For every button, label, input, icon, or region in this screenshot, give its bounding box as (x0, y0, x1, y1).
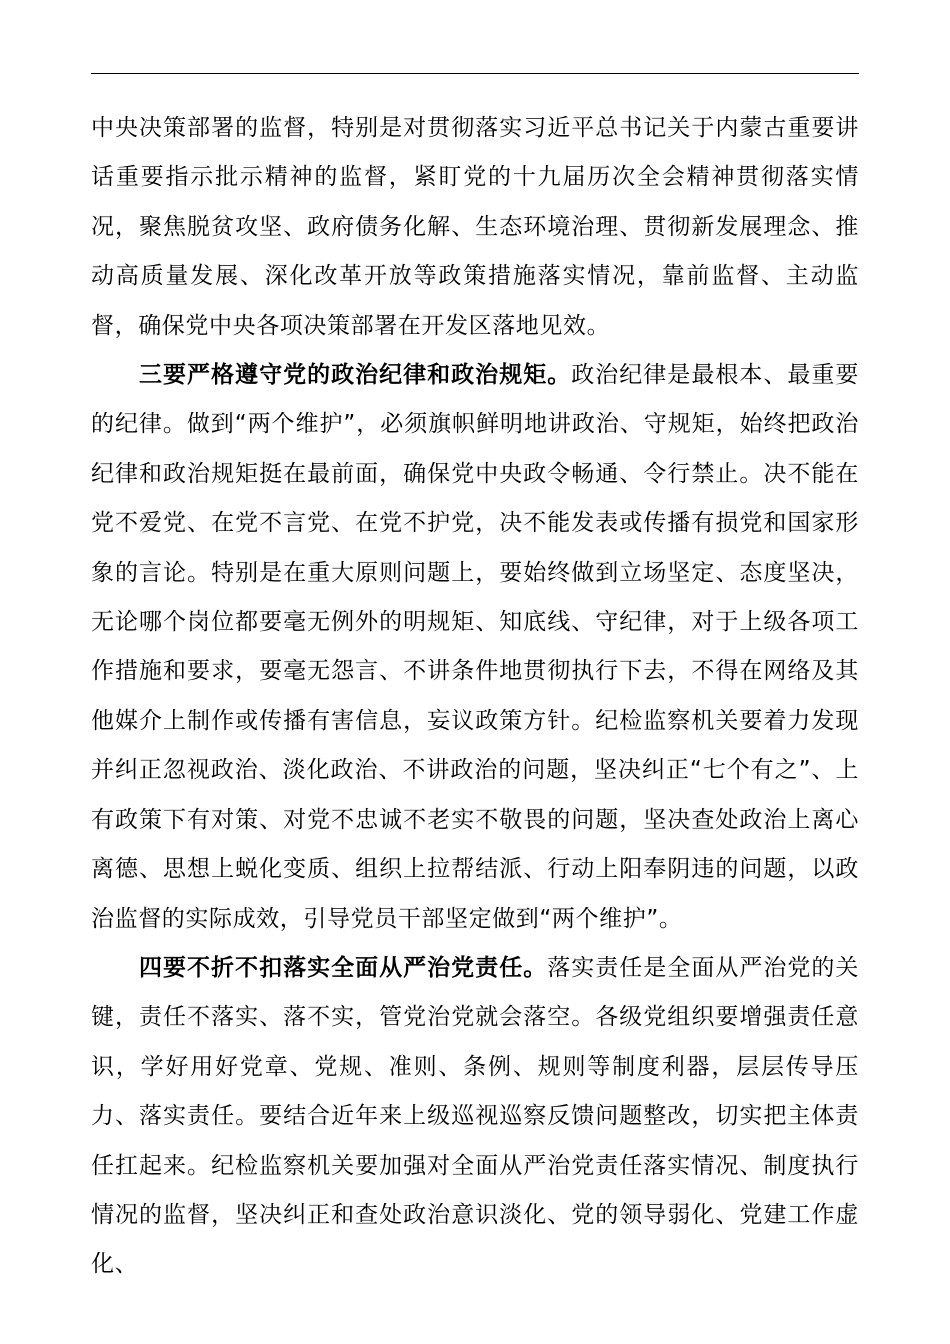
paragraph-lead-heading: 四要不折不扣落实全面从严治党责任。 (139, 954, 548, 981)
paragraph-text: 中央决策部署的监督，特别是对贯彻落实习近平总书记关于内蒙古重要讲话重要指示批示精神的监督，紧盯党的十九届历次全会精神贯彻落实情况，聚焦脱贫攻坚、政府债务化解、生态环境治理、贯彻新发展理念、推动高质量发展、深化改革开放等政策措施落实情况，靠前监督、主动监督，确保党中央各项决策部署在开发区落地见效。 (91, 115, 859, 339)
paragraph-text: 落实责任是全面从严治党的关键，责任不落实、落不实，管党治党就会落空。各级党组织要增强责任意识，学好用好党章、党规、准则、条例、规则等制度利器，层层传导压力、落实责任。要结合近年来上级巡视巡察反馈问题整改，切实把主体责任扛起来。纪检监察机关要加强对全面从严治党责任落实情况、制度执行情况的监督，坚决纠正和查处政治意识淡化、党的领导弱化、党建工作虚化、 (91, 954, 859, 1278)
body-text (91, 104, 859, 1290)
paragraph-four (91, 944, 859, 1290)
paragraph-text: 政治纪律是最根本、最重要的纪律。做到“两个维护”，必须旗帜鲜明地讲政治、守规矩，始终把政治纪律和政治规矩挺在最前面，确保党中央政令畅通、令行禁止。决不能在党不爱党、在党不言党、在党不护党，决不能发表或传播有损党和国家形象的言论。特别是在重大原则问题上，要始终做到立场坚定、态度坚决，无论哪个岗位都要毫无例外的明规矩、知底线、守纪律，对于上级各项工作措施和要求，要毫无怨言、不讲条件地贯彻执行下去，不得在网络及其他媒介上制作或传播有害信息，妄议政策方针。纪检监察机关要着力发现并纠正忽视政治、淡化政治、不讲政治的问题，坚决纠正“七个有之”、上有政策下有对策、对党不忠诚不老实不敬畏的问题，坚决查处政治上离心离德、思想上蜕化变质、组织上拉帮结派、行动上阳奉阴违的问题，以政治监督的实际成效，引导党员干部坚定做到“两个维护”。 (91, 362, 859, 932)
paragraph-three (91, 351, 859, 944)
paragraph-lead-heading: 三要严格遵守党的政治纪律和政治规矩。 (139, 362, 572, 389)
paragraph-continuation (91, 104, 859, 351)
header-rule (91, 73, 859, 74)
